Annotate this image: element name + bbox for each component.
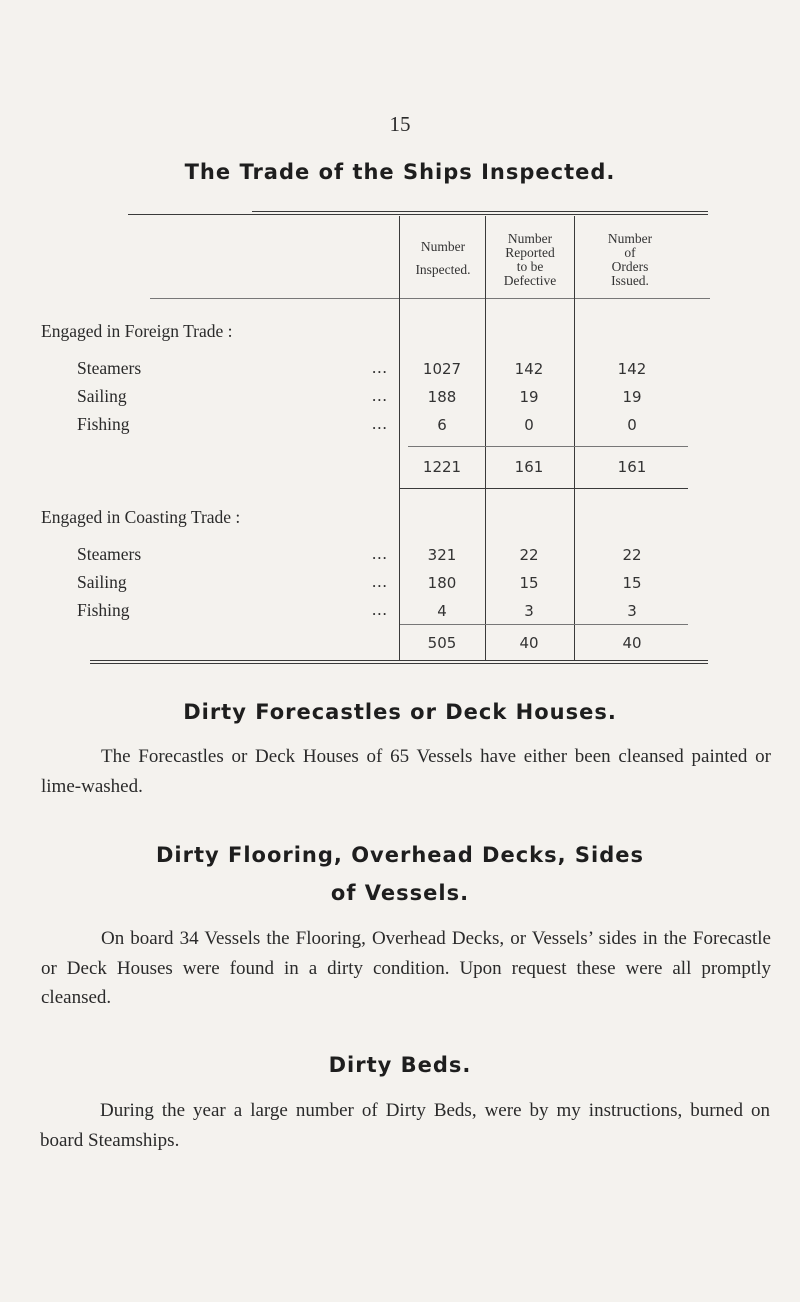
cell-defective: 19 xyxy=(519,388,539,406)
total-defective: 40 xyxy=(519,634,539,652)
forecastles-heading: Dirty Forecastles or Deck Houses. xyxy=(183,700,617,724)
coasting-trade-label: Engaged in Coasting Trade : xyxy=(41,507,241,527)
column-divider-1 xyxy=(399,216,400,660)
cell-defective: 142 xyxy=(514,360,544,378)
total-inspected: 1221 xyxy=(422,458,462,476)
row-label: Sailing xyxy=(77,386,127,406)
cell-inspected: 6 xyxy=(437,416,447,434)
beds-heading: Dirty Beds. xyxy=(328,1053,472,1077)
flooring-paragraph: On board 34 Vessels the Flooring, Overhead Decks, or Vessels’ sides in the Forecastle or Deck Houses were found in a dirty condition. Upon request these were all promptly cleansed. xyxy=(41,928,771,1008)
cell-inspected: 180 xyxy=(427,574,457,592)
cell-orders: 15 xyxy=(622,574,642,592)
beds-paragraph: During the year a large number of Dirty Beds, were by my instructions, burned on board Steamships. xyxy=(40,1100,770,1151)
header-number-defective: Number Reported to be Defective xyxy=(503,231,557,288)
cell-defective: 15 xyxy=(519,574,539,592)
leader-dots: ... xyxy=(372,544,388,563)
cell-inspected: 4 xyxy=(437,602,447,620)
row-label: Sailing xyxy=(77,572,127,592)
table-bottom-rule-2 xyxy=(90,663,708,664)
cell-inspected: 188 xyxy=(427,388,457,406)
subtotal-rule xyxy=(408,446,688,447)
total-defective: 161 xyxy=(514,458,544,476)
header-bottom-rule xyxy=(150,298,710,299)
flooring-heading-line2: of Vessels. xyxy=(330,881,470,905)
flooring-heading-line1: Dirty Flooring, Overhead Decks, Sides xyxy=(155,843,645,867)
row-label: Fishing xyxy=(77,600,130,620)
leader-dots: ... xyxy=(372,386,388,405)
page-title: The Trade of the Ships Inspected. xyxy=(184,160,616,184)
leader-dots: ... xyxy=(372,600,388,619)
table-top-rule-2 xyxy=(128,214,708,215)
total-inspected: 505 xyxy=(427,634,457,652)
leader-dots: ... xyxy=(372,572,388,591)
cell-orders: 0 xyxy=(627,416,637,434)
header-number-inspected: Number Inspected. xyxy=(415,239,471,277)
header-orders-issued: Number of Orders Issued. xyxy=(607,231,653,288)
cell-inspected: 321 xyxy=(427,546,457,564)
total-rule xyxy=(400,488,688,489)
cell-orders: 3 xyxy=(627,602,637,620)
cell-orders: 22 xyxy=(622,546,642,564)
cell-defective: 0 xyxy=(524,416,534,434)
foreign-trade-label: Engaged in Foreign Trade : xyxy=(41,321,233,341)
cell-defective: 22 xyxy=(519,546,539,564)
cell-orders: 19 xyxy=(622,388,642,406)
forecastles-paragraph: The Forecastles or Deck Houses of 65 Vessels have either been cleansed painted or lime-washed. xyxy=(41,746,771,797)
table-top-rule xyxy=(252,211,708,212)
cell-orders: 142 xyxy=(617,360,647,378)
total-orders: 40 xyxy=(622,634,642,652)
leader-dots: ... xyxy=(372,414,388,433)
leader-dots: ... xyxy=(372,358,388,377)
cell-defective: 3 xyxy=(524,602,534,620)
row-label: Fishing xyxy=(77,414,130,434)
subtotal-rule xyxy=(400,624,688,625)
row-label: Steamers xyxy=(77,358,142,378)
total-orders: 161 xyxy=(617,458,647,476)
row-label: Steamers xyxy=(77,544,142,564)
table-bottom-rule xyxy=(90,660,708,661)
page-number: 15 xyxy=(389,112,411,136)
cell-inspected: 1027 xyxy=(422,360,462,378)
